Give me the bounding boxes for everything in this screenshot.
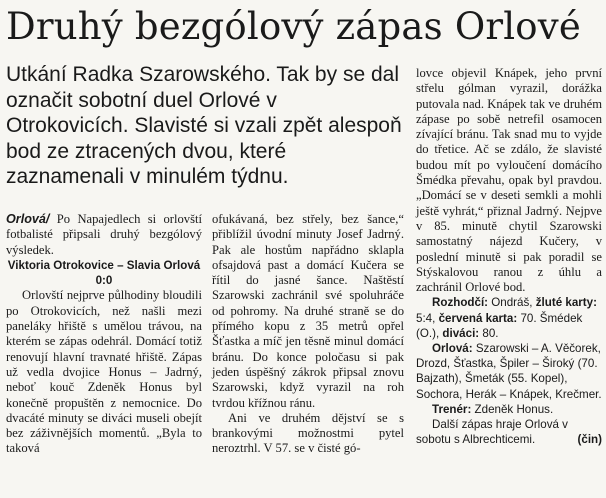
officials-value: Ondráš,: [491, 296, 533, 310]
body-paragraph: Orlovští nejprve půlhodiny bloudili po Otrokovicích, než našli mezi paneláky hřiště s umělou trávou, na kterém se zápas odehrál. Domácí totiž renovují hlavní travnaté hřiště. Zápas už vedla dvojice Honus – Jadrný, neboť kouč Zdeněk Honus byl konečně propuštěn z nemocnice. Do dvacáté minuty se diváci museli obejít bez záživnějších momentů. „Byla to taková: [6, 288, 202, 456]
author-signature: (čin): [577, 433, 602, 447]
intro-text: Po Napajedlech si orlovští fotbalisté připsali druhý bezgólový výsledek.: [6, 212, 202, 257]
red-card-value: 70. Šmédek (O.),: [416, 311, 583, 340]
coach-label: Trenér:: [432, 402, 472, 416]
lead-text: Utkání Radka Szarowského. Tak by se dal označit sobotní duel Orlové v Otrokovicích. Slavisté si vzali zpět alespoň bod ze ztracených dvou, které zaznamenali v minulém týdnu.: [6, 63, 402, 188]
officials-label: Rozhodčí:: [432, 296, 489, 310]
article-headline: Druhý bezgólový zápas Orlové: [6, 5, 581, 48]
spectators-label: diváci:: [442, 326, 480, 340]
yellow-cards-value: 5:4,: [416, 311, 436, 325]
match-stats: [416, 295, 602, 341]
body-paragraph: ofukávaná, bez střely, bez šance,“ přiblížil úvodní minuty Josef Jadrný. Pak ale hostům napřádno sklapla ofsajdová past a domácí Kučera se řítil do jasné šance. Naštěstí Szarowski zachránil své spoluhráče od pohromy. Na druhé straně se do přímého kopu z 35 metrů opřel Šťastka a míč jen těsně minul domácí bránu. Do konce poločasu si pak jeden úspěšný zákrok připsal znovu Szarowski, když vyrazil na roh tvrdou křížnou ránu.: [212, 212, 404, 410]
red-card-label: červená karta:: [438, 311, 518, 325]
dateline: Orlová/: [6, 212, 50, 226]
next-match: [416, 417, 602, 447]
body-paragraph: lovce objevil Knápek, jeho první střelu gólman vyrazil, dorážka putovala nad. Knápek tak ve druhém zápase po sobě netrefil osamocen zívající bránu. Tak snad mu to vyjde do třetice. Ač se zdálo, že slavisté budou mít po vyloučení domácího Šmédka převahu, opak byl pravdou. „Domácí se v deseti semkli a mohli ještě vyhrát,“ přiznal Jadrný. Nejpve v 85. minutě chytil Szarowski samostatný nájezd Kučery, v poslední minutě si pak poradil se Stýskalovou ranou z úhlu a zachránil Orlové bod.: [416, 66, 602, 295]
lineup: [416, 341, 602, 402]
column-3: [416, 66, 602, 447]
spectators-value: 80.: [482, 326, 499, 340]
column-2: [212, 212, 404, 457]
next-match-text: Další zápas hraje Orlová v sobotu s Albrechticemi.: [416, 418, 568, 447]
article-lead: [6, 62, 404, 190]
match-result: Viktoria Otrokovice – Slavia Orlová 0:0: [7, 258, 201, 288]
yellow-cards-label: žluté karty:: [535, 296, 597, 310]
lineup-label: Orlová:: [432, 342, 473, 356]
coach: [416, 402, 602, 417]
intro-paragraph: [6, 212, 202, 258]
column-1: [6, 212, 202, 457]
coach-value: Zdeněk Honus.: [474, 402, 554, 416]
lineup-value: Szarowski – A. Věčorek, Drozd, Šťastka, Špiler – Široký (70. Bajzath), Šmeták (55. Kopel), Sochora, Herák – Knápek, Krečmer.: [416, 342, 602, 401]
body-paragraph: Ani ve druhém dějství se s brankovými možnostmi pytel neroztrhl. V 57. se v čisté gó-: [212, 410, 404, 456]
